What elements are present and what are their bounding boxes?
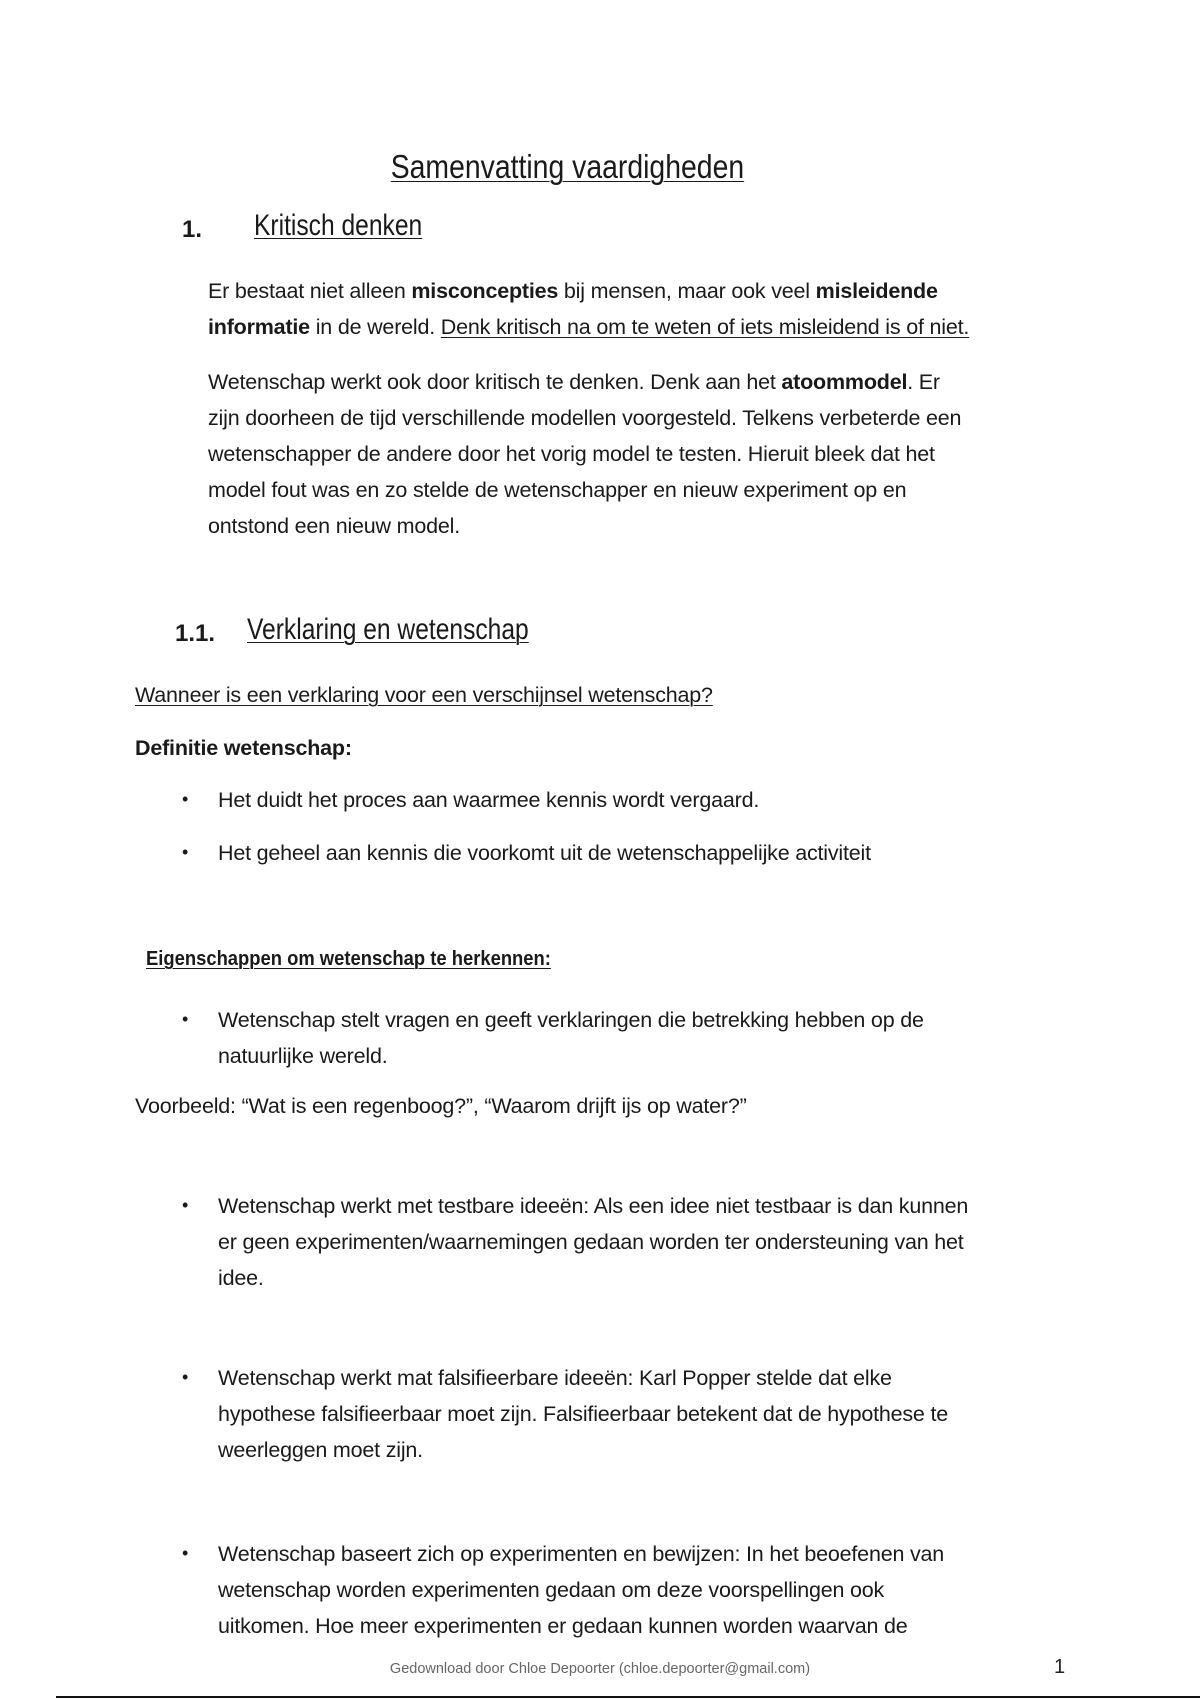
paragraph-misconceptions: Er bestaat niet alleen misconcepties bij mensen, maar ook veel misleidende informatie in de wereld. Denk kritisch na om te weten of iets misleidend is of niet. xyxy=(208,279,970,339)
property-bullet-falsifiable: Wetenschap werkt mat falsifieerbare ideeën: Karl Popper stelde dat elke hypothese falsifieerbaar moet zijn. Falsifieerbaar betekent dat de hypothese te weerleggen moet zijn. xyxy=(218,1366,948,1462)
paragraph-atom-model: Wetenschap werkt ook door kritisch te denken. Denk aan het atoommodel. Er zijn doorheen de tijd verschillende modellen voorgesteld. Telkens verbeterde een wetenschapper de andere door het vorig model te testen. Hieruit bleek dat het model fout was en zo stelde de wetenschapper en nieuw experiment op en ontstond een nieuw model. xyxy=(208,370,962,538)
definition-bullet: Het duidt het proces aan waarmee kennis wordt vergaard. xyxy=(218,788,760,812)
download-note: Gedownload door Chloe Depoorter (chloe.depoorter@gmail.com) xyxy=(389,1661,811,1677)
science-question: Wanneer is een verklaring voor een verschijnsel wetenschap? xyxy=(135,683,713,707)
page-title: Samenvatting vaardigheden xyxy=(390,148,745,185)
section-number: 1. xyxy=(182,216,203,243)
bullet-symbol: • xyxy=(182,1543,189,1563)
property-bullet-natural-world: Wetenschap stelt vragen en geeft verklaringen die betrekking hebben op de natuurlijke wereld. xyxy=(218,1008,924,1068)
bullet-symbol: • xyxy=(182,1367,189,1387)
property-bullet-experiments: Wetenschap baseert zich op experimenten en bewijzen: In het beoefenen van wetenschap worden experimenten gedaan om deze voorspellingen ook uitkomen. Hoe meer experimenten er gedaan kunnen worden waarvan de xyxy=(218,1542,945,1638)
footer-divider xyxy=(56,1696,1200,1698)
page-number: 1 xyxy=(1054,1656,1066,1678)
bullet-symbol: • xyxy=(182,842,189,862)
definition-label: Definitie wetenschap: xyxy=(135,736,352,760)
properties-label: Eigenschappen om wetenschap te herkennen: xyxy=(146,948,551,970)
definition-bullet: Het geheel aan kennis die voorkomt uit de wetenschappelijke activiteit xyxy=(218,841,871,865)
bullet-symbol: • xyxy=(182,1009,189,1029)
property-bullet-testable: Wetenschap werkt met testbare ideeën: Als een idee niet testbaar is dan kunnen er geen experimenten/waarnemingen gedaan worden ter ondersteuning van het idee. xyxy=(218,1194,969,1290)
subsection-heading: Verklaring en wetenschap xyxy=(247,613,529,646)
bullet-symbol: • xyxy=(182,1195,189,1215)
subsection-number: 1.1. xyxy=(175,620,216,647)
example-text: Voorbeeld: “Wat is een regenboog?”, “Waarom drijft ijs op water?” xyxy=(135,1094,747,1118)
section-heading: Kritisch denken xyxy=(254,209,423,242)
critical-thinking-tip: Denk kritisch na om te weten of iets misleidend is of niet. xyxy=(440,315,970,339)
bullet-symbol: • xyxy=(182,789,189,809)
